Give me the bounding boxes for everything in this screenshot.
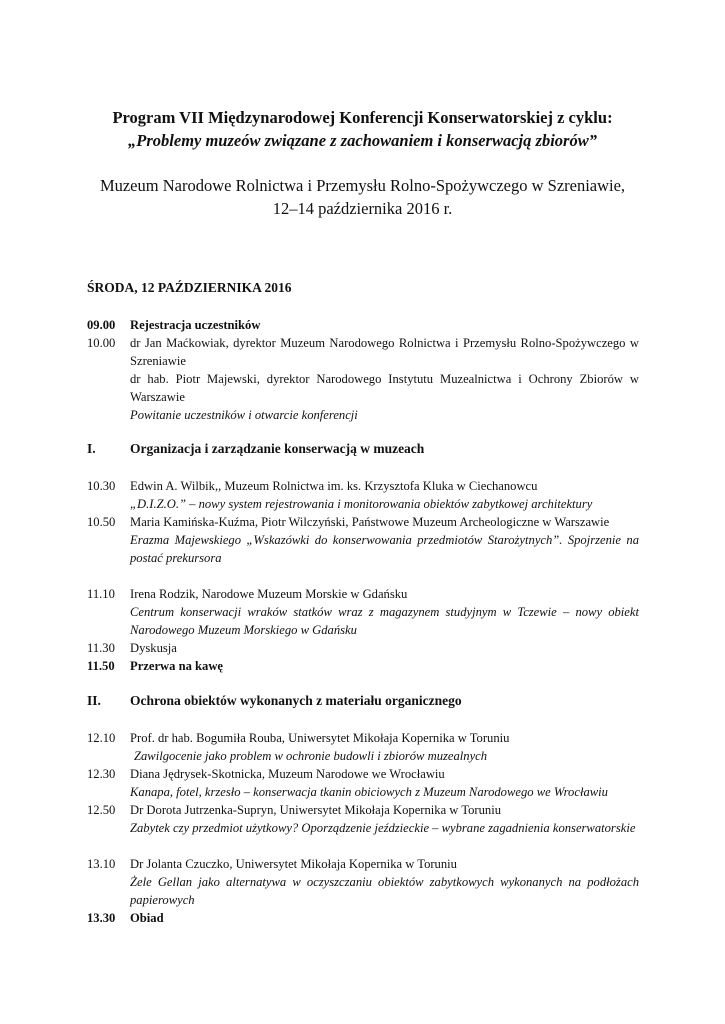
- speaker: Diana Jędrysek-Skotnicka, Muzeum Narodowe we Wrocławiu: [130, 767, 445, 781]
- talk-topic: Centrum konserwacji wraków statków wraz z magazynem studyjnym w Tczewie – nowy obiekt Narodowego Muzeum Morskiego w Gdańsku: [130, 605, 639, 637]
- welcome-note: Powitanie uczestników i otwarcie konferencji: [130, 408, 358, 422]
- page-title: Program VII Międzynarodowej Konferencji Konserwatorskiej z cyklu:: [112, 108, 613, 127]
- venue-line-1: Muzeum Narodowe Rolnictwa i Przemysłu Rolno-Spożywczego w Szreniawie,: [99, 176, 626, 195]
- time: 11.10: [87, 587, 115, 601]
- speaker: Maria Kamińska-Kuźma, Piotr Wilczyński, Państwowe Muzeum Archeologiczne w Warszawie: [130, 515, 610, 529]
- lunch-label: Obiad: [130, 911, 164, 925]
- speaker: Edwin A. Wilbik,, Muzeum Rolnictwa im. ks. Krzysztofa Kluka w Ciechanowcu: [130, 479, 538, 493]
- talk-topic: Zawilgocenie jako problem w ochronie budowli i zbiorów muzealnych: [134, 749, 488, 763]
- registration-label: Rejestracja uczestników: [130, 318, 261, 332]
- time: 12.10: [87, 731, 116, 745]
- day-heading: ŚRODA, 12 PAŹDZIERNIKA 2016: [87, 280, 292, 295]
- section-title: Ochrona obiektów wykonanych z materiału organicznego: [130, 693, 462, 708]
- time: 11.30: [87, 641, 115, 655]
- time: 11.50: [87, 659, 115, 673]
- section-number: I.: [87, 441, 96, 456]
- time: 10.50: [87, 515, 116, 529]
- time: 12.30: [87, 767, 116, 781]
- welcome-speaker-1: dr Jan Maćkowiak, dyrektor Muzeum Narodowego Rolnictwa i Przemysłu Rolno-Spożywczego w Szreniawie: [130, 336, 639, 368]
- venue-line-2: 12–14 października 2016 r.: [272, 199, 453, 218]
- discussion-label: Dyskusja: [130, 641, 177, 655]
- talk-topic: Żele Gellan jako alternatywa w oczyszczaniu obiektów zabytkowych wykonanych na podłożach papierowych: [130, 875, 639, 907]
- break-label: Przerwa na kawę: [130, 659, 224, 673]
- time: 10.00: [87, 336, 116, 350]
- welcome-speaker-2: dr hab. Piotr Majewski, dyrektor Narodowego Instytutu Muzealnictwa i Ochrony Zbiorów w Warszawie: [130, 372, 639, 404]
- talk-topic: „D.I.Z.O.” – nowy system rejestrowania i monitorowania obiektów zabytkowej architektury: [130, 497, 593, 511]
- speaker: Prof. dr hab. Bogumiła Rouba, Uniwersytet Mikołaja Kopernika w Toruniu: [130, 731, 510, 745]
- talk-topic: Zabytek czy przedmiot użytkowy? Oporządzenie jeździeckie – wybrane zagadnienia konserwatorskie: [130, 821, 636, 835]
- section-title: Organizacja i zarządzanie konserwacją w muzeach: [130, 441, 425, 456]
- time: 13.10: [87, 857, 116, 871]
- speaker: Irena Rodzik, Narodowe Muzeum Morskie w Gdańsku: [130, 587, 408, 601]
- time: 09.00: [87, 318, 116, 332]
- speaker: Dr Jolanta Czuczko, Uniwersytet Mikołaja Kopernika w Toruniu: [130, 857, 457, 871]
- section-number: II.: [87, 693, 101, 708]
- page-subtitle: „Problemy muzeów związane z zachowaniem i konserwacją zbiorów”: [128, 131, 597, 150]
- speaker: Dr Dorota Jutrzenka-Supryn, Uniwersytet Mikołaja Kopernika w Toruniu: [130, 803, 502, 817]
- talk-topic: Kanapa, fotel, krzesło – konserwacja tkanin obiciowych z Muzeum Narodowego we Wrocławiu: [130, 785, 608, 799]
- time: 10.30: [87, 479, 116, 493]
- talk-topic: Erazma Majewskiego „Wskazówki do konserwowania przedmiotów Starożytnych”. Spojrzenie na postać prekursora: [130, 533, 639, 565]
- time: 13.30: [87, 911, 116, 925]
- time: 12.50: [87, 803, 116, 817]
